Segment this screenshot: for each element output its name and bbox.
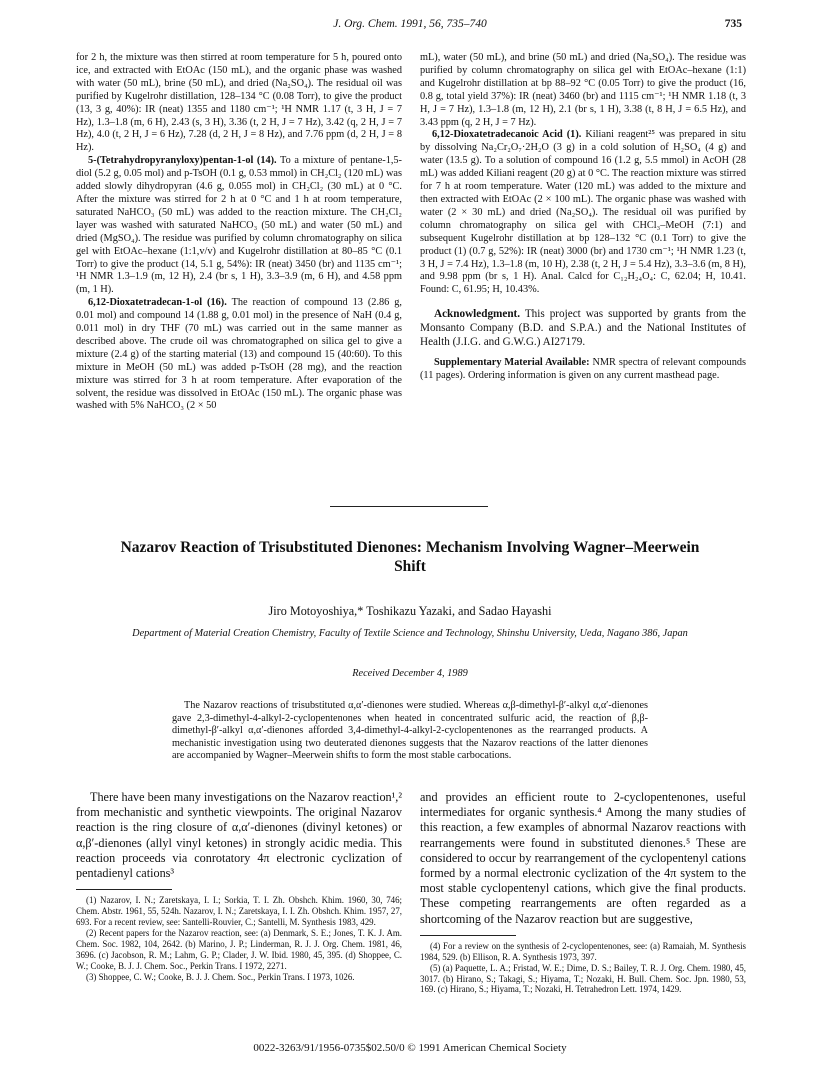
procedure-text: To a mixture of pentane-1,5-diol (5.2 g, 0.05 mol) and p-TsOH (0.1 g, 0.53 mmol) in CH₂Cl₂ (120 mL) was added slowly dihydropyran (4.6 g, 0.055 mol) in CH₂Cl₂ (30 mL) at 0 °C. After the mixture was stirred for 2 h at 0 °C and 1 h at room temperature, saturated NaHCO₃ (50 mL) was added to the reaction mixture. The CH₂Cl₂ layer was washed with saturated NaHCO₃ (50 mL) and water (50 mL) and dried (MgSO₄). The residue was purified by column chromatography on silica gel with EtOAc–hexane (1:1,v/v) and Kugelrohr distillation at 80–85 °C (0.1 Torr) to give the product (14, 5.1 g, 54%): IR (neat) 3450 (br) and 1135 cm⁻¹; ¹H NMR 1.3–1.9 (m, 12 H), 2.4 (br s, 1 H), 3.3–3.9 (m, 6 H), and 4.58 ppm (m, 1 H). (76, 155, 402, 296)
footnote-divider (420, 935, 516, 936)
previous-article-right-column (420, 52, 746, 383)
footnotes-left (76, 895, 402, 982)
experimental-paragraph: mL), water (50 mL), and brine (50 mL) and dried (Na₂SO₄). The residue was purified by column chromatography on silica gel with EtOAc–hexane (1:1) and Kugelrohr distillation at bp 88–92 °C (0.05 Torr) to give the product (16, 0.8 g, total yield 37%): IR (neat) 3460 (br) and 1115 cm⁻¹; ¹H NMR 1.18 (t, 3 H, J = 7 Hz), 1.3–1.8 (m, 12 H), 2.1 (br s, 1 H), 3.38 (t, 8 H, J = 6.5 Hz), and 3.43 ppm (q, 2 H, J = 7 Hz). (420, 52, 746, 128)
footnotes-right (420, 941, 746, 996)
experimental-paragraph (76, 155, 402, 297)
author-affiliation: Department of Material Creation Chemistry, Faculty of Textile Science and Technology, Shinshu University, Ueda, Nagano 386, Japan (132, 628, 688, 639)
compound-heading: 6,12-Dioxatetradecan-1-ol (16). (88, 297, 227, 309)
supplementary-heading: Supplementary Material Available: (434, 357, 590, 369)
article-authors: Jiro Motoyoshiya,* Toshikazu Yazaki, and Sadao Hayashi (268, 604, 552, 618)
footnote: (1) Nazarov, I. N.; Zaretskaya, I. I.; Sorkia, T. I. Zh. Obshch. Khim. 1960, 30, 746; Chem. Abstr. 1961, 55, 524h. Nazarov, I. N.; Zaretskaya, I. I. Zh. Obshch. Khim. 1957, 27, 693. For a recent review, see: Santelli-Rouvier, C.; Santelli, M. Synthesis 1983, 429. (76, 895, 402, 928)
footnote-divider (76, 889, 172, 890)
procedure-text: The reaction of compound 13 (2.86 g, 0.01 mol) and compound 14 (1.88 g, 0.01 mol) in the presence of NaH (0.4 g, 0.011 mol) in dry THF (70 mL) was carried out in the same manner as described above. The crude oil was chromatographed on silica gel to give a mixture (2.4 g) of the starting material (13) and compound 15 (40:60). To this mixture in MeOH (50 mL) was added p-TsOH (28 mg), and the reaction mixture was stirred for 3 h at room temperature. After evaporation of the solvent, the residue was dissolved in EtOAc (150 mL). The organic phase was washed with 5% NaHCO₃ (2 × 50 (76, 297, 403, 412)
footnote: (4) For a review on the synthesis of 2-cyclopentenones, see: (a) Ramaiah, M. Synthesis 1984, 529. (b) Ellison, R. A. Synthesis 1973, 397. (420, 940, 746, 962)
copyright-footer: 0022-3263/91/1956-0735$02.50/0 © 1991 American Chemical Society (253, 1042, 567, 1054)
article-separator (330, 506, 488, 507)
page-number: 735 (724, 18, 742, 30)
supplementary-text: NMR spectra of relevant compounds (11 pages). Ordering information is given on any current masthead page. (420, 357, 746, 382)
footnote: (3) Shoppee, C. W.; Cooke, B. J. J. Chem. Soc., Perkin Trans. I 1973, 1026. (86, 971, 355, 982)
previous-article-left-column (76, 52, 402, 413)
acknowledgment-text: This project was supported by grants from the Monsanto Company (B.D. and S.P.A.) and the National Institutes of Health (J.I.G. and G.W.G.) AI27179. (420, 308, 746, 349)
journal-citation: J. Org. Chem. 1991, 56, 735–740 (333, 18, 487, 30)
article-title: Nazarov Reaction of Trisubstituted Dienones: Mechanism Involving Wagner–Meerwein Shift (120, 539, 700, 575)
experimental-paragraph (76, 297, 402, 413)
procedure-text: Kiliani reagent²⁵ was prepared in situ by dissolving Na₂Cr₂O₇·2H₂O (3 g) in a cold solution of H₂SO₄ (4 g) and water (13.5 g). To a solution of compound 16 (1.2 g, 5.5 mmol) in AcOH (28 mL) was added Kiliani reagent (20 g) at 0 °C. The reaction mixture was stirred for 7 h at room temperature. Water (120 mL) was added to the mixture and then extracted with EtOAc (2 × 100 mL). The organic phase was washed with water (2 × 30 mL) and dried (Na₂SO₄). The residual oil was purified by column chromatography on silica gel with CHCl₃–MeOH (7:1) and subsequent Kugelrohr distillation at bp 128–132 °C (0.1 Torr) to give the product (1) (0.7 g, 52%): IR (neat) 3000 (br) and 1730 cm⁻¹; ¹H NMR 1.23 (t, 3 H, J = 7.4 Hz), 1.3–1.8 (m, 10 H), 2.38 (t, 2 H, J = 5.4 Hz), 3.3–3.6 (m, 8 H), and 9.98 ppm (br s, 1 H). Anal. Calcd for C₁₂H₂₄O₄: C, 62.04; H, 10.41. Found: C, 61.95; H, 10.43%. (420, 129, 746, 296)
footnote: (2) Recent papers for the Nazarov reaction, see: (a) Denmark, S. E.; Jones, T. K. J. Am. Chem. Soc. 1982, 104, 2642. (b) Marino, J. P.; Linderman, R. J. J. Org. Chem. 1981, 46, 3696. (c) Jacobson, R. M.; Lahm, G. P.; Clader, J. W. Ibid. 1980, 45, 395. (d) Shoppee, C. W.; Cooke, B. J. J. Chem. Soc., Perkin Trans. I 1972, 2271. (76, 927, 402, 971)
compound-heading: 5-(Tetrahydropyranyloxy)pentan-1-ol (14). (88, 155, 277, 167)
body-left-column (76, 790, 402, 982)
acknowledgment-heading: Acknowledgment. (434, 308, 521, 321)
compound-heading: 6,12-Dioxatetradecanoic Acid (1). (432, 129, 582, 141)
experimental-paragraph (420, 129, 746, 297)
body-right-column (420, 790, 746, 995)
supplementary-material (420, 357, 746, 383)
body-paragraph: There have been many investigations on the Nazarov reaction¹,² from mechanistic and synthetic viewpoints. The original Nazarov reaction is the ring closure of α,α′-dienones (divinyl ketones) or α,β′-dienones (allyl vinyl ketones) in strongly acidic media. This reaction proceeds via conrotatory 4π electronic cyclization of pentadienyl cations³ (76, 790, 402, 881)
footnote: (5) (a) Paquette, L. A.; Fristad, W. E.; Dime, D. S.; Bailey, T. R. J. Org. Chem. 1980, 45, 3017. (b) Hirano, S.; Takagi, S.; Hiyama, T.; Nozaki, H. Bull. Chem. Soc. Jpn. 1980, 53, 169. (c) Hirano, S.; Hiyama, T.; Nozaki, H. Tetrahedron Lett. 1974, 1429. (420, 962, 746, 995)
body-paragraph: and provides an efficient route to 2-cyclopentenones, useful intermediates for organic synthesis.⁴ Among the many studies of this reaction, a few examples of abnormal Nazarov reactions with rearrangements were found in substituted dienones.⁵ These are considered to occur by rearrangement of the cyclopentenyl cations formed by a normal electronic cyclization of the 4π system to the most stable cyclopentenyl cations, which give the final products. These competing rearrangements are often regarded as a shortcoming of the Nazarov reaction but are suggestive, (420, 790, 746, 926)
received-date: Received December 4, 1989 (352, 668, 468, 679)
running-header (0, 18, 820, 34)
experimental-paragraph: for 2 h, the mixture was then stirred at room temperature for 5 h, poured onto ice, and extracted with EtOAc (150 mL), and the organic phase was washed with water (50 mL), brine (50 mL), and dried (Na₂SO₄). The residual oil was purified by Kugelrohr distillation, 128–134 °C (0.08 Torr), to give the product (13, 3 g, 40%): IR (neat) 1355 and 1180 cm⁻¹; ¹H NMR 1.17 (t, 3 H, J = 7 Hz), 1.3–1.8 (m, 6 H), 2.43 (s, 3 H), 3.36 (t, 2 H, J = 7 Hz), 3.42 (q, 2 H, J = 7 Hz), 4.0 (t, 2 H, J = 6 Hz), 7.28 (d, 2 H, J = 8 Hz), and 7.76 ppm (d, 2 H, J = 8 Hz). (76, 52, 402, 154)
abstract: The Nazarov reactions of trisubstituted α,α′-dienones were studied. Whereas α,β-dimethyl-β′-alkyl α,α′-dienones gave 2,3-dimethyl-4-alkyl-2-cyclopentenones when heated in concentrated sulfuric acid, the reaction of β,β-dimethyl-β′-alkyl α,α′-dienones afforded 3,4-dimethyl-4-alkyl-2-cyclopentenones as the rearranged products. A mechanistic investigation using two deuterated dienones suggests that the Nazarov reactions of the latter dienones are accompanied by Wagner–Meerwein shifts to form the most stable carbocations. (172, 700, 648, 762)
acknowledgment (420, 307, 746, 349)
